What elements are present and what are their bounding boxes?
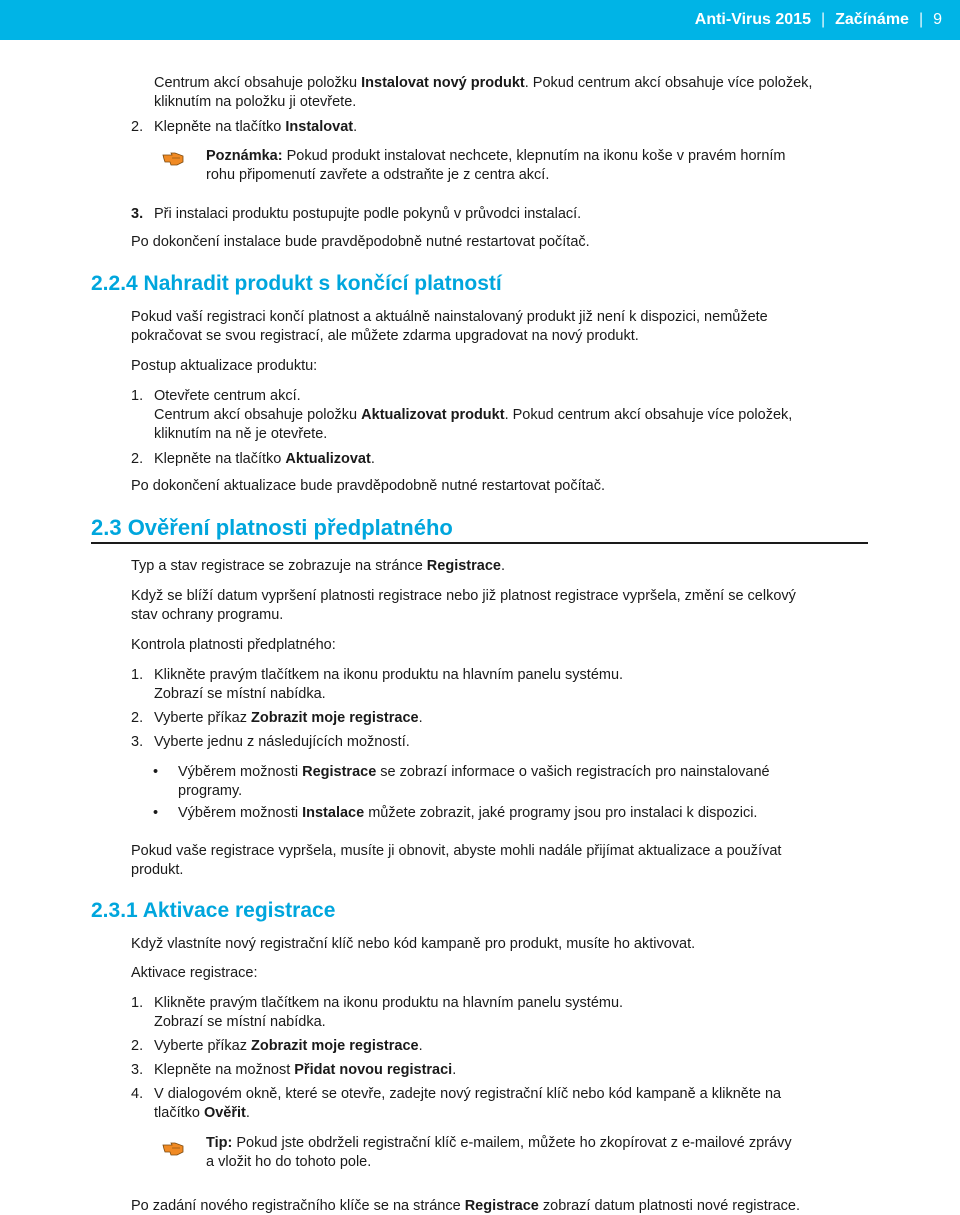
step-text: kliknutím na ně je otevřete.	[154, 426, 328, 442]
paragraph-line: Po dokončení aktualizace bude pravděpodobně nutné restartovat počítač.	[131, 478, 605, 494]
paragraph-line: Když se blíží datum vypršení platnosti registrace nebo již platnost registrace vypršela, změní se celkový	[131, 588, 796, 604]
paragraph-line: Po dokončení instalace bude pravděpodobně nutné restartovat počítač.	[131, 234, 590, 250]
header-page-number: 9	[933, 11, 942, 28]
step-text: Klikněte pravým tlačítkem na ikonu produktu na hlavním panelu systému.	[154, 667, 624, 683]
step-text: V dialogovém okně, které se otevře, zadejte nový registrační klíč nebo kód kampaně a klikněte na	[154, 1086, 782, 1102]
paragraph-line: Pokud vaše registrace vypršela, musíte ji obnovit, abyste mohli nadále přijímat aktualizace a používat	[131, 843, 782, 859]
header-section: Začínáme	[835, 11, 909, 28]
bullet-text: programy.	[178, 783, 243, 799]
bullet-dot: •	[153, 764, 159, 780]
step-text: Otevřete centrum akcí.	[154, 388, 301, 404]
section-heading: 2.3.1 Aktivace registrace	[91, 899, 336, 922]
step-number: 3.	[131, 1062, 144, 1078]
paragraph-line: pokračovat se svou registrací, ale můžete zdarma upgradovat na nový produkt.	[131, 328, 639, 344]
step-number: 3.	[131, 206, 144, 222]
step-text: Klepněte na možnost Přidat novou registraci.	[154, 1062, 457, 1078]
bullet-text: Výběrem možnosti Instalace můžete zobrazit, jaké programy jsou pro instalaci k dispozici.	[178, 805, 758, 821]
step-number: 3.	[131, 734, 144, 750]
paragraph-line: Typ a stav registrace se zobrazuje na stránce Registrace.	[131, 558, 505, 574]
step-text: Vyberte příkaz Zobrazit moje registrace.	[154, 710, 423, 726]
bullet-dot: •	[153, 805, 159, 821]
heading-rule	[91, 542, 868, 544]
step-number: 1.	[131, 388, 144, 404]
step-number: 2.	[131, 710, 144, 726]
paragraph-line: produkt.	[131, 862, 184, 878]
pointing-hand-icon	[162, 1140, 186, 1156]
note-line: rohu připomenutí zavřete a odstraňte je z centra akcí.	[206, 167, 550, 183]
step-text: Vyberte jednu z následujících možností.	[154, 734, 410, 750]
paragraph-line: Pokud vaší registraci končí platnost a aktuálně nainstalovaný produkt již není k dispozici, nemůžete	[131, 309, 768, 325]
step-text: Klikněte pravým tlačítkem na ikonu produktu na hlavním panelu systému.	[154, 995, 624, 1011]
pointing-hand-icon	[162, 150, 186, 166]
paragraph-line: stav ochrany programu.	[131, 607, 284, 623]
paragraph-line: Centrum akcí obsahuje položku Instalovat nový produkt. Pokud centrum akcí obsahuje více položek,	[154, 75, 813, 91]
tip: Tip: Pokud jste obdrželi registrační klíč e-mailem, můžete ho zkopírovat z e-mailové zprávy	[206, 1135, 792, 1151]
paragraph-line: Kontrola platnosti předplatného:	[131, 637, 336, 653]
tip-line: a vložit ho do tohoto pole.	[206, 1154, 372, 1170]
header-separator: |	[820, 11, 826, 28]
step-number: 1.	[131, 667, 144, 683]
section-heading: 2.2.4 Nahradit produkt s končící platností	[91, 272, 502, 295]
step-text: Zobrazí se místní nabídka.	[154, 686, 326, 702]
step-number: 2.	[131, 1038, 144, 1054]
step-text: Centrum akcí obsahuje položku Aktualizovat produkt. Pokud centrum akcí obsahuje více položek,	[154, 407, 793, 423]
header-separator: |	[918, 11, 924, 28]
paragraph-line: Po zadání nového registračního klíče se na stránce Registrace zobrazí datum platnosti nové registrace.	[131, 1198, 800, 1214]
step-text: Klepněte na tlačítko Instalovat.	[154, 119, 358, 135]
bullet-text: Výběrem možnosti Registrace se zobrazí informace o vašich registracích pro nainstalované	[178, 764, 770, 780]
section-heading: 2.3 Ověření platnosti předplatného	[91, 515, 453, 540]
step-text: tlačítko Ověřit.	[154, 1105, 250, 1121]
header-product: Anti-Virus 2015	[694, 11, 811, 28]
step-text: Klepněte na tlačítko Aktualizovat.	[154, 451, 375, 467]
step-number: 4.	[131, 1086, 144, 1102]
paragraph-line: kliknutím na položku ji otevřete.	[154, 94, 357, 110]
step-number: 2.	[131, 119, 144, 135]
paragraph-line: Když vlastníte nový registrační klíč nebo kód kampaně pro produkt, musíte ho aktivovat.	[131, 936, 696, 952]
step-text: Vyberte příkaz Zobrazit moje registrace.	[154, 1038, 423, 1054]
step-text: Zobrazí se místní nabídka.	[154, 1014, 326, 1030]
step-text: Při instalaci produktu postupujte podle pokynů v průvodci instalací.	[154, 206, 582, 222]
page-header	[0, 0, 960, 40]
paragraph-line: Aktivace registrace:	[131, 965, 258, 981]
step-number: 1.	[131, 995, 144, 1011]
note: Poznámka: Pokud produkt instalovat nechcete, klepnutím na ikonu koše v pravém horním	[206, 148, 786, 164]
paragraph-line: Postup aktualizace produktu:	[131, 358, 318, 374]
step-number: 2.	[131, 451, 144, 467]
